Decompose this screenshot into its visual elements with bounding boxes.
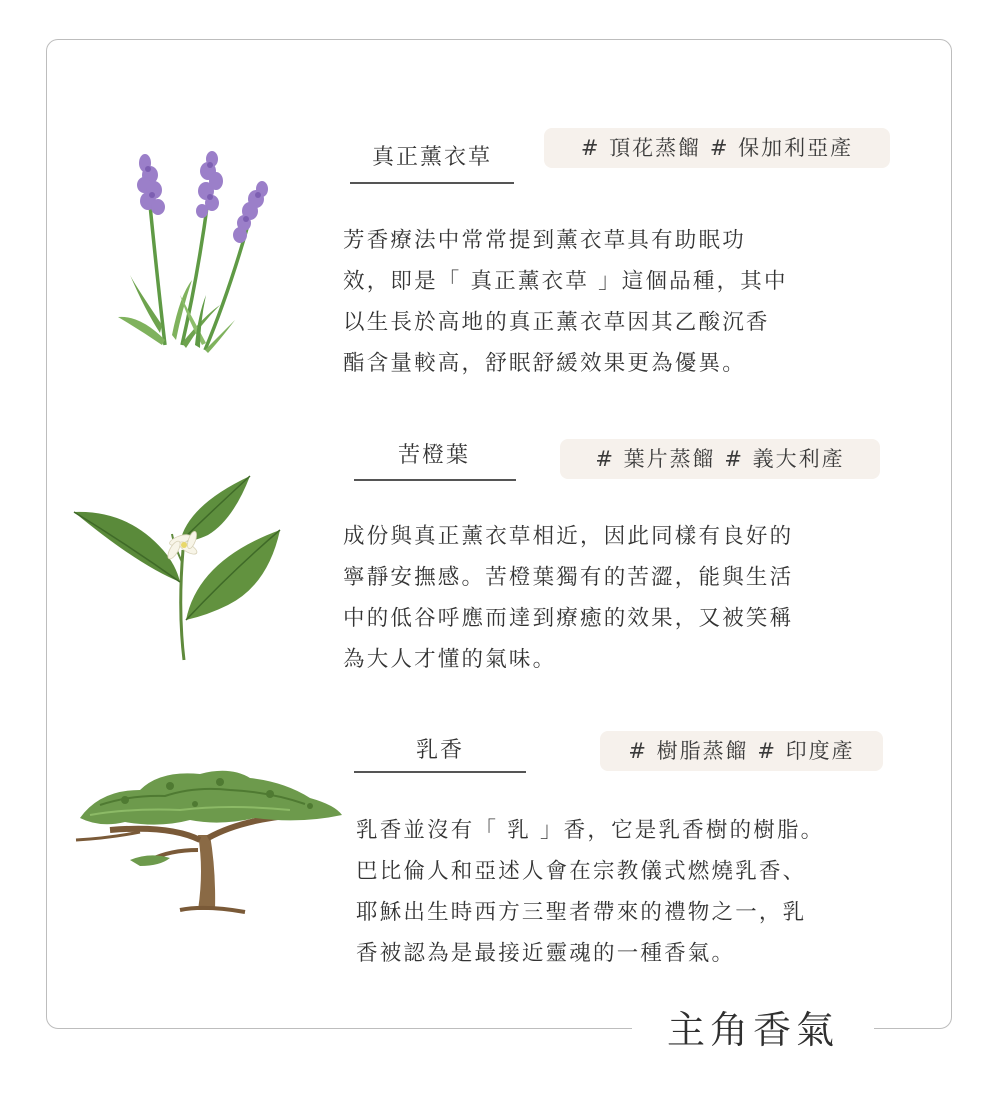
- item-name: 真正薰衣草: [371, 145, 492, 170]
- name-underline: [354, 479, 516, 481]
- page-title: 主角香氣: [632, 1004, 874, 1056]
- item-description: 芳香療法中常常提到薰衣草具有助眠功 效，即是「 真正薰衣草 」這個品種，其中 以生長於高地的真正薰衣草因其乙酸沉香 酯含量較高，舒眠舒緩效果更為優異。: [343, 228, 788, 376]
- item-description: 乳香並沒有「 乳 」香，它是乳香樹的樹脂。 巴比倫人和亞述人會在宗教儀式燃燒乳香、 耶穌出生時西方三聖者帶來的禮物之一，乳 香被認為是最接近靈魂的一種香氣。: [356, 818, 825, 966]
- name-underline: [350, 182, 514, 184]
- item-name: 乳香: [415, 738, 464, 763]
- frankincense-tree-icon: [70, 760, 345, 920]
- item-description: 成份與真正薰衣草相近，因此同樣有良好的 寧靜安撫感。苦橙葉獨有的苦澀，能與生活 中的低谷呼應而達到療癒的效果，又被笑稱 為大人才懂的氣味。: [343, 524, 794, 672]
- name-underline: [354, 771, 526, 773]
- item-tags: # 樹脂蒸餾 # 印度產: [600, 731, 883, 771]
- item-tags: # 頂花蒸餾 # 保加利亞產: [544, 128, 890, 168]
- item-tags: # 葉片蒸餾 # 義大利產: [560, 439, 880, 479]
- lavender-icon: [110, 145, 280, 360]
- bitter-orange-leaf-icon: [68, 470, 288, 665]
- item-name: 苦橙葉: [397, 443, 470, 468]
